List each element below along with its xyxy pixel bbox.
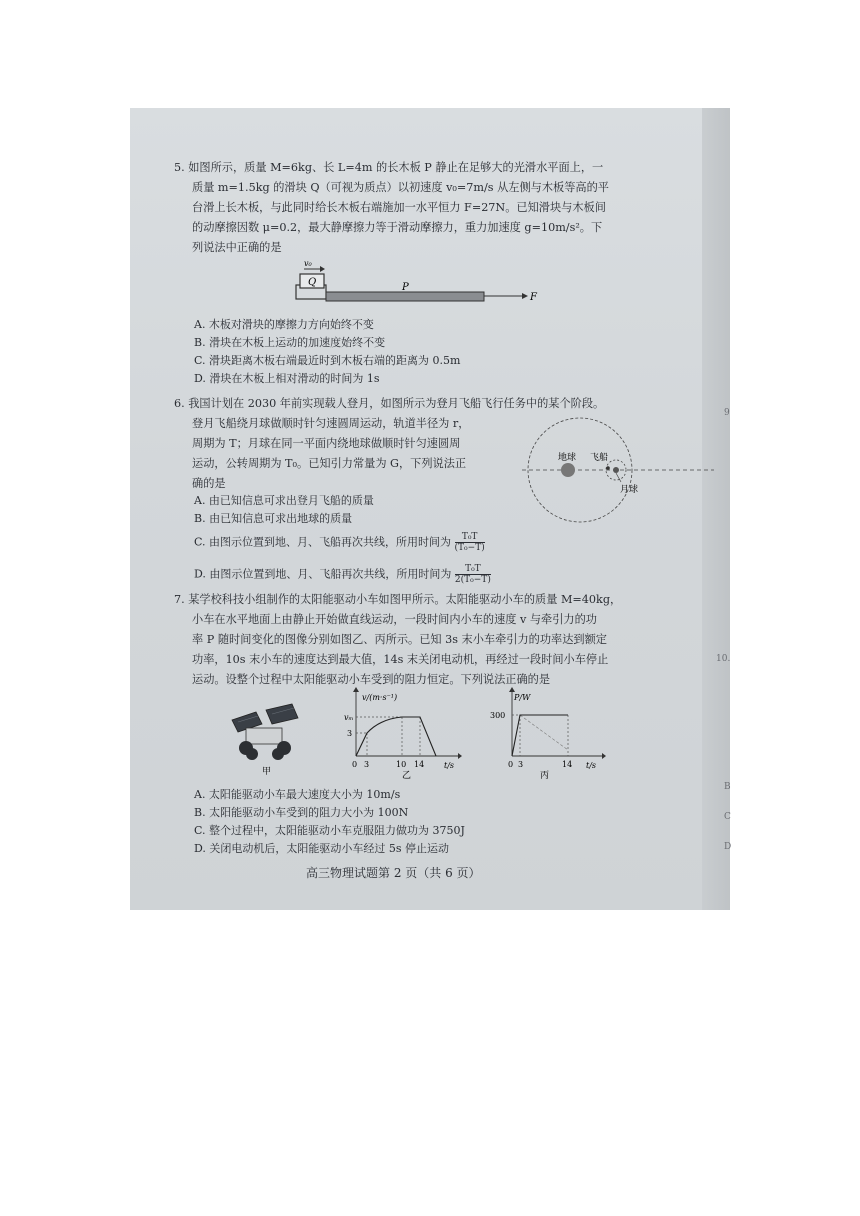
moon-icon (613, 467, 619, 473)
label-moon: 月球 (620, 485, 639, 495)
q5-option-c: C. 滑块距离木板右端最近时到木板右端的距离为 0.5m (194, 354, 461, 367)
label-ship: 飞船 (590, 453, 609, 463)
fraction-numerator: T₀T (455, 564, 491, 575)
vm-label: vₘ (344, 713, 354, 722)
label-q: Q (308, 277, 317, 288)
q7-line: 率 P 随时间变化的图像分别如图乙、丙所示。已知 3s 末小车牵引力的功率达到额定 (192, 633, 607, 646)
q7-option-c: C. 整个过程中，太阳能驱动小车克服阻力做功为 3750J (194, 824, 465, 837)
photographed-page (130, 108, 730, 910)
p300-label: 300 (490, 711, 506, 720)
fraction-numerator: T₀T (455, 532, 485, 543)
q6-option-c-fraction (455, 532, 485, 553)
q6-option-d-fraction (455, 564, 491, 585)
q6-line: 登月飞船绕月球做顺时针匀速圆周运动，轨道半径为 r， (192, 417, 470, 430)
q7-option-a: A. 太阳能驱动小车最大速度大小为 10m/s (194, 788, 401, 801)
q6-option-d (194, 564, 491, 585)
fraction-denominator: (T₀−T) (454, 543, 485, 553)
q6-option-a: A. 由已知信息可求出登月飞船的质量 (194, 494, 374, 507)
v-t-curve (356, 717, 436, 756)
p-t-curve (512, 715, 568, 756)
label-p: P (402, 282, 409, 293)
side-fragment: B (724, 782, 731, 792)
tick-0: 0 (508, 760, 514, 769)
q7-line: 小车在水平地面上由静止开始做直线运动，一段时间内小车的速度 v 与牵引力的功 (192, 613, 597, 626)
label-earth: 地球 (558, 453, 577, 463)
q6-option-d-text: D. 由图示位置到地、月、飞船再次共线，所用时间为 (194, 567, 452, 581)
q5-line: 5. 如图所示，质量 M=6kg、长 L=4m 的长木板 P 静止在足够大的光滑水平面上，一 (174, 161, 604, 174)
q6-option-c-text: C. 由图示位置到地、月、飞船再次共线，所用时间为 (194, 535, 452, 549)
tick-3: 3 (518, 760, 524, 769)
earth-icon (561, 463, 575, 477)
q6-line: 运动，公转周期为 T₀。已知引力常量为 G，下列说法正 (192, 457, 467, 470)
v-axis-label: v/(m·s⁻¹) (362, 693, 398, 702)
chart-v-t (336, 688, 461, 781)
solar-car-image (226, 698, 306, 778)
q7-line: 运动。设整个过程中太阳能驱动小车受到的阻力恒定。下列说法正确的是 (192, 673, 551, 686)
page-footer: 高三物理试题第 2 页（共 6 页） (306, 866, 481, 880)
q5-option-d: D. 滑块在木板上相对滑动的时间为 1s (194, 372, 380, 385)
q5-line: 列说法中正确的是 (192, 241, 282, 254)
t-axis-label: t/s (444, 761, 455, 770)
q7-line: 7. 某学校科技小组制作的太阳能驱动小车如图甲所示。太阳能驱动小车的质量 M=40kg， (174, 593, 622, 606)
q5-line: 的动摩擦因数 μ=0.2，最大静摩擦力等于滑动摩擦力，重力加速度 g=10m/s²。下 (192, 221, 603, 234)
tick-10: 10 (396, 760, 407, 769)
v3-label: 3 (347, 729, 353, 738)
label-bing: 丙 (540, 771, 550, 781)
fraction-denominator: 2(T₀−T) (454, 575, 491, 585)
ship-icon (606, 466, 610, 470)
side-fragment: 10. (716, 654, 731, 664)
side-fragment: C (724, 812, 731, 822)
q6-option-b: B. 由已知信息可求出地球的质量 (194, 512, 353, 525)
q6-line: 6. 我国计划在 2030 年前实现载人登月，如图所示为登月飞船飞行任务中的某个阶段。 (174, 397, 605, 410)
label-f: F (530, 292, 537, 303)
t-axis-label: t/s (586, 761, 597, 770)
side-fragment: 9 (724, 408, 730, 418)
board-p (326, 292, 484, 301)
q7-option-d: D. 关闭电动机后，太阳能驱动小车经过 5s 停止运动 (194, 842, 450, 855)
q5-board-figure (290, 260, 540, 310)
q6-option-c (194, 532, 485, 553)
p-axis-label: P/W (514, 693, 531, 702)
tick-0: 0 (352, 760, 358, 769)
q5-option-a: A. 木板对滑块的摩擦力方向始终不变 (194, 318, 374, 331)
label-v0: v₀ (304, 259, 312, 268)
q5-line: 台滑上长木板，与此同时给长木板右端施加一水平恒力 F=27N。已知滑块与木板间 (192, 201, 606, 214)
q6-line: 确的是 (192, 477, 226, 490)
side-fragment: D (724, 842, 732, 852)
q6-orbit-figure (518, 410, 718, 530)
q6-line: 周期为 T；月球在同一平面内绕地球做顺时针匀速圆周 (192, 437, 461, 450)
q5-option-b: B. 滑块在木板上运动的加速度始终不变 (194, 336, 386, 349)
q7-line: 功率，10s 末小车的速度达到最大值，14s 末关闭电动机，再经过一段时间小车停止 (192, 653, 609, 666)
chart-p-t (486, 688, 606, 780)
label-yi: 乙 (402, 771, 412, 781)
label-jia: 甲 (262, 767, 272, 777)
tick-3: 3 (364, 760, 370, 769)
tick-14: 14 (414, 760, 425, 769)
q7-option-b: B. 太阳能驱动小车受到的阻力大小为 100N (194, 806, 409, 819)
tick-14: 14 (562, 760, 573, 769)
q5-line: 质量 m=1.5kg 的滑块 Q（可视为质点）以初速度 v₀=7m/s 从左侧与木板等高的平 (192, 181, 609, 194)
